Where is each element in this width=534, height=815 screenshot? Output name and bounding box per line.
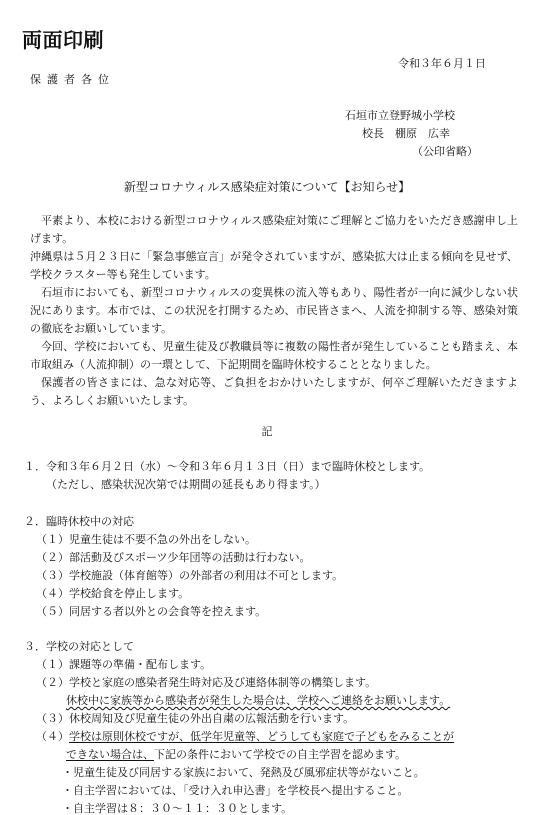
issue-date: 令和３年６月１日 [398,57,486,70]
document-title: 新型コロナウィルス感染症対策について【お知らせ】 [123,180,411,194]
body-paragraph: 今回、学校においても、児童生徒及び教職員等に複数の陽性者が発生していることも踏まえ、本市取組み（人流抑制）の一環として、下記期間を臨時休校することとなりました。 [30,340,518,371]
section-3-heading: ３．学校の対応として [24,640,134,653]
body-paragraph: 石垣市においても、新型コロナウィルスの変異株の流入等もあり、陽性者が一向に減少しない状況にあります。本市では、この状況を打開するため、市民皆さまへ、人流を抑制する等、感染対策の徹底をお願いしています。 [30,286,518,335]
sender-seal-note: （公印省略） [412,145,478,158]
section-2-item: （４）学校給食を停止します。 [36,587,190,600]
section-3-item-4-number: （４） [36,730,69,743]
section-1-heading: １．令和３年６月２日（水）～令和３年６月１３日（日）まで臨時休校とします。 [24,460,431,473]
section-3-item: （２）学校と家庭の感染者発生時対応及び連絡体制等の構築します。 [36,676,377,689]
body-paragraph: 保護者の皆さまには、急な対応等、ご負担をおかけいたしますが、何卒ご理解いただきますよう、よろしくお願いいたします。 [30,376,518,407]
condition-item: ・自主学習は８：３０～１１：３０とします。 [62,802,293,815]
duplex-print-stamp: 両面印刷 [22,28,104,52]
section-3-item-4-underlined-text: できない場合は、 [66,748,154,761]
section-3-item-4-continuation [66,749,406,760]
section-3-item-2-note: 休校中に家族等から感染者が発生した場合は、学校へご連絡をお願いします。 [66,694,451,707]
section-3-item-4-underlined-text: 学校は原則休校ですが、低学年児童等、どうしても家庭で子どもをみることが [69,730,454,743]
sender-school: 石垣市立登野城小学校 [345,109,455,122]
section-3-item-4-text: 下記の条件において学校での自主学習を認めます。 [154,748,407,761]
section-2-item: （５）同居する者以外との会食等を控えます。 [36,605,267,618]
section-3-item: （３）休校周知及び児童生徒の外出自粛の広報活動を行います。 [36,712,355,725]
section-2-heading: ２．臨時休校中の対応 [24,515,134,528]
section-1-note: （ただし、感染状況次第では期間の延長もあり得ます。） [46,478,326,491]
section-2-item: （２）部活動及びスポーツ少年団等の活動は行わない。 [36,551,311,564]
section-2-item: （３）学校施設（体育館等）の外部者の利用は不可とします。 [36,569,344,582]
sender-principal: 校長 棚原 広幸 [362,127,450,140]
condition-item: ・自主学習においては、「受け入れ申込書」を学校長へ提出すること。 [62,784,409,797]
ki-marker: 記 [261,425,273,438]
section-2-item: （１）児童生徒は不要不急の外出をしない。 [36,533,256,546]
section-3-item-4 [36,731,454,742]
condition-item: ・児童生徒及び同居する家族において、発熱及び風邪症状等がないこと。 [62,766,425,779]
section-3-item: （１）課題等の準備・配布します。 [36,658,212,671]
body-paragraph: 平素より、本校における新型コロナウィルス感染症対策にご理解とご協力をいただき感謝申し上げます。 [30,214,518,245]
body-paragraph: 沖縄県は５月２３日に「緊急事態宣言」が発令されていますが、感染拡大は止まる傾向を見せず、学校クラスター等も発生しています。 [30,250,518,281]
recipient: 保護者各位 [30,73,115,86]
